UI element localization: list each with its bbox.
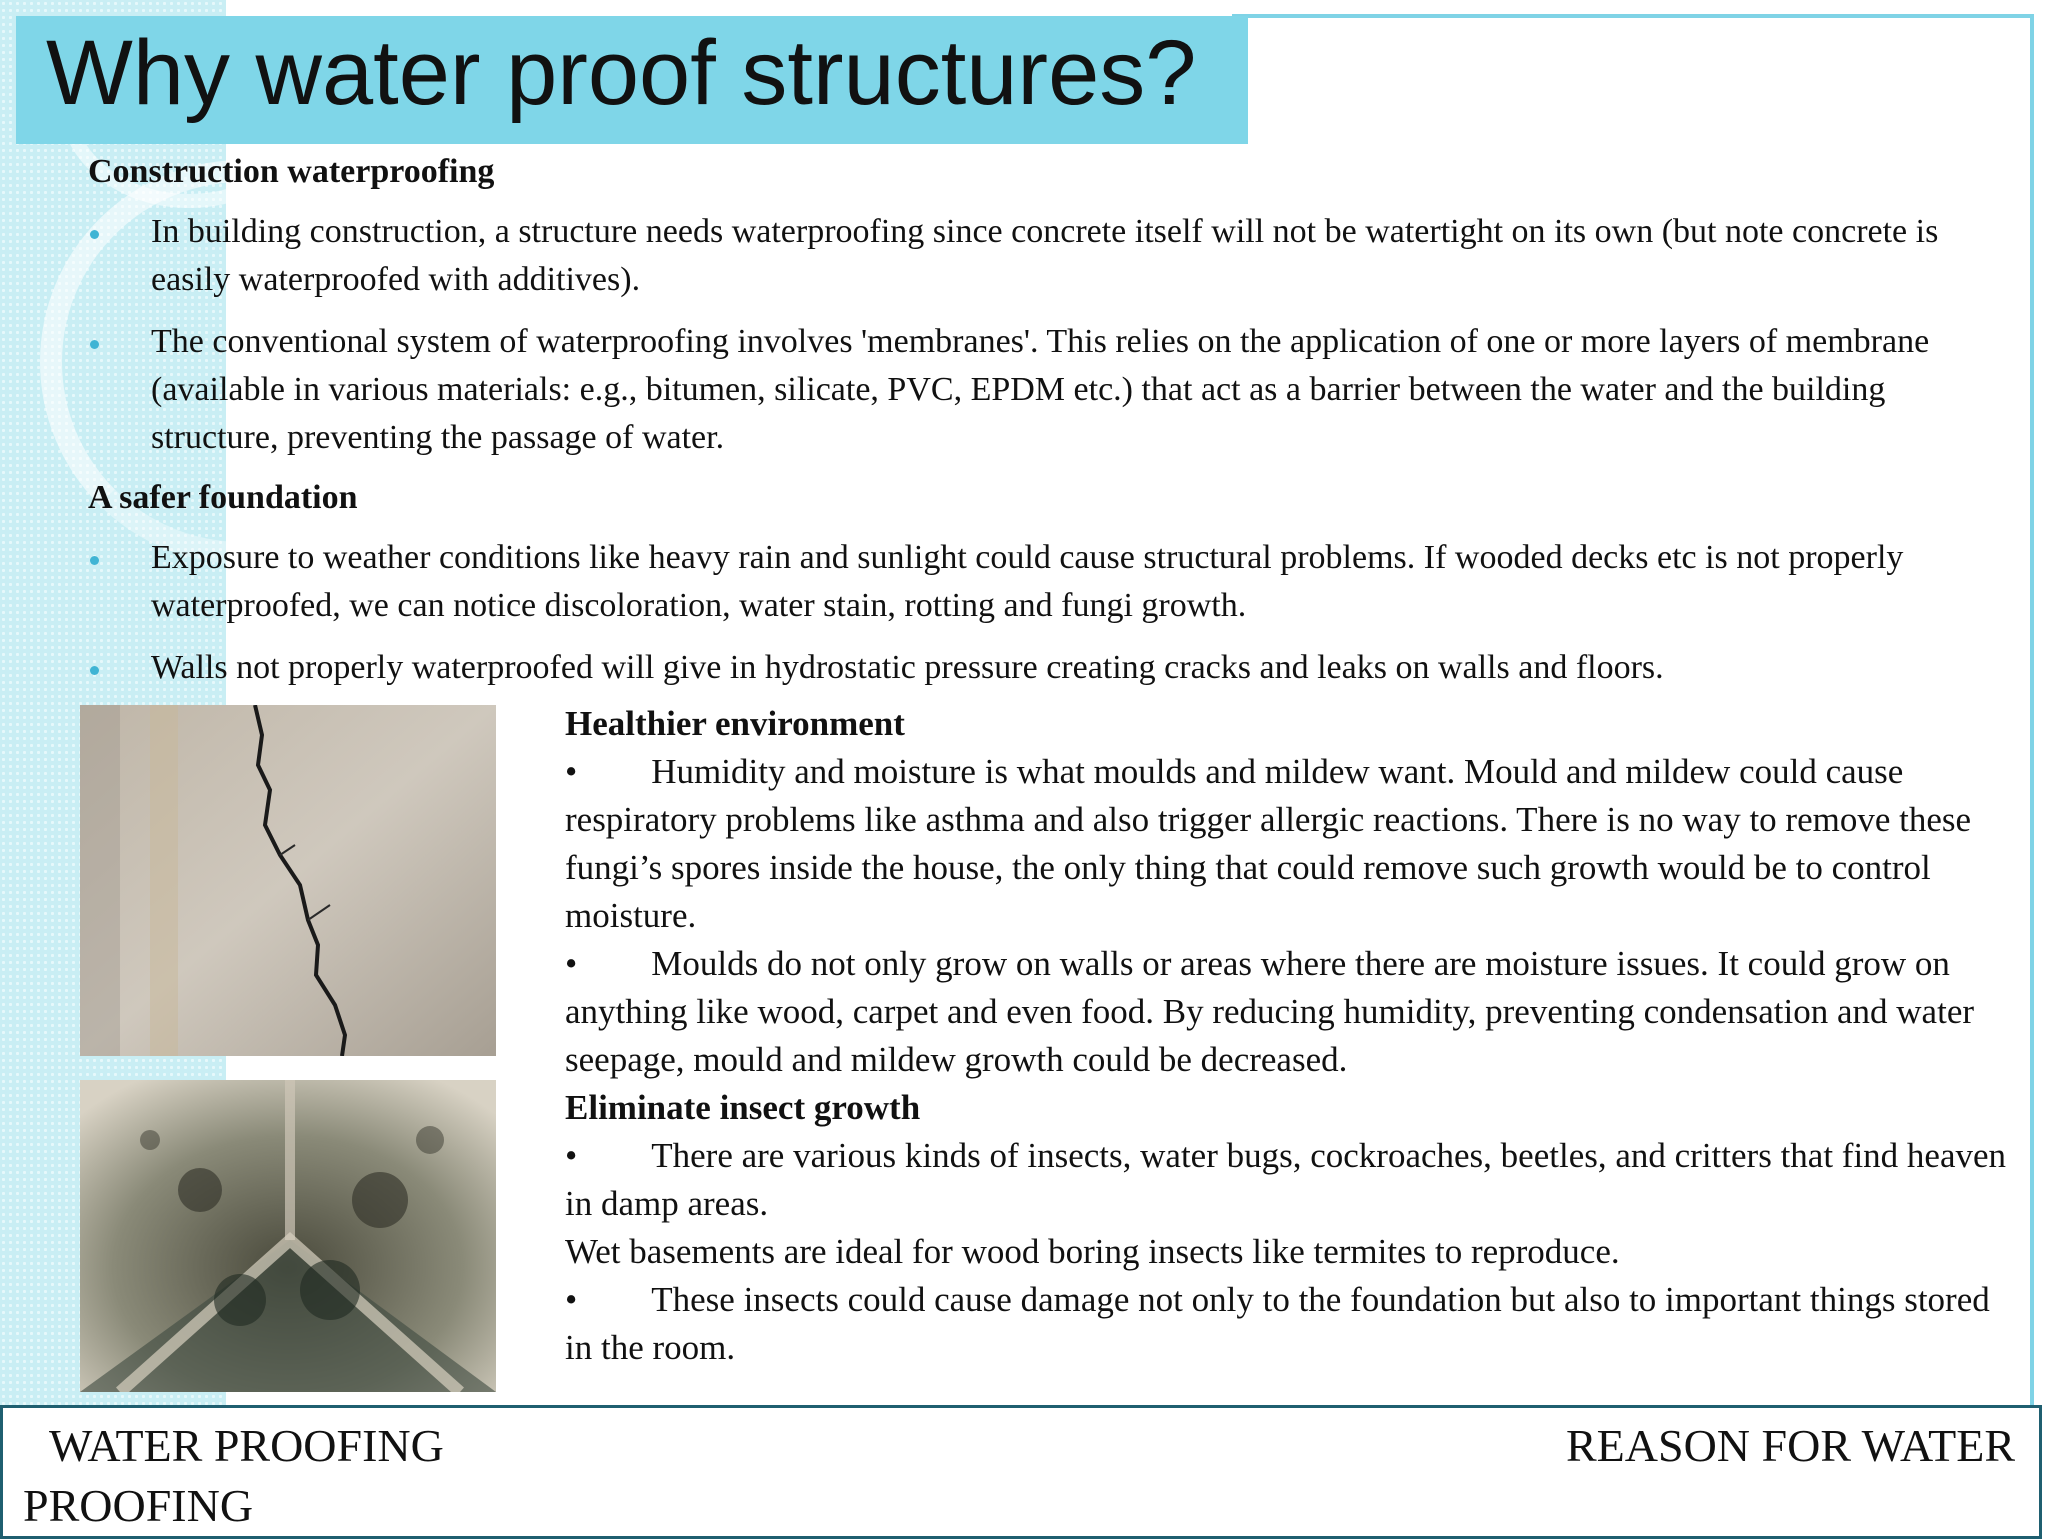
list-item — [88, 644, 1988, 692]
list-item — [565, 1276, 2025, 1372]
list-item — [88, 208, 1988, 304]
list-item — [565, 748, 2025, 940]
bullet-text: Exposure to weather conditions like heavy rain and sunlight could cause structural problems. If wooded decks etc is not properly waterproofed, we can notice discoloration, water stain, rotting and fungi growth. — [151, 539, 1904, 624]
bullet-text: There are various kinds of insects, water bugs, cockroaches, beetles, and critters that find heaven in damp areas. — [565, 1136, 2007, 1223]
paragraph: Wet basements are ideal for wood boring insects like termites to reproduce. — [565, 1232, 1620, 1271]
right-text-block — [565, 700, 2025, 1372]
bullet-icon — [90, 230, 99, 239]
mould-corner-photo — [80, 1080, 496, 1392]
footer-left: WATER PROOFING — [49, 1420, 444, 1471]
footer — [0, 1405, 2042, 1539]
bullet-icon: • — [565, 944, 578, 983]
footer-right: REASON FOR WATER — [1566, 1420, 2015, 1471]
frame-line — [1232, 14, 2032, 18]
bullet-text: These insects could cause damage not only to the foundation but also to important things stored in the room. — [565, 1280, 1990, 1367]
bullet-icon: • — [565, 752, 578, 791]
bullet-text: Humidity and moisture is what moulds and mildew want. Mould and mildew could cause respiratory problems like asthma and also trigger allergic reactions. There is no way to remove these fungi’s spores inside the house, the only thing that could remove such growth would be to control moisture. — [565, 752, 1972, 935]
cracked-wall-photo — [80, 705, 496, 1056]
section-heading: Construction waterproofing — [88, 153, 495, 190]
footer-wrap: PROOFING — [23, 1480, 254, 1531]
bullet-text: In building construction, a structure needs waterproofing since concrete itself will not be watertight on its own (but note concrete is easily waterproofed with additives). — [151, 213, 1939, 298]
bullet-icon: • — [565, 1280, 578, 1319]
list-item — [565, 940, 2025, 1084]
bullet-icon — [90, 556, 99, 565]
bullet-icon: • — [565, 1136, 578, 1175]
bullet-text: The conventional system of waterproofing involves 'membranes'. This relies on the application of one or more layers of membrane (available in various materials: e.g., bitumen, silicate, PVC, EPDM etc.) that act as a barrier between the water and the building structure, preventing the passage of water. — [151, 323, 1930, 456]
bullet-text: Walls not properly waterproofed will give in hydrostatic pressure creating cracks and leaks on walls and floors. — [151, 649, 1664, 686]
main-content — [88, 150, 1988, 706]
list-item — [88, 534, 1988, 630]
bullet-icon — [90, 340, 99, 349]
frame-line — [2030, 14, 2034, 1406]
slide-title: Why water proof structures? — [46, 22, 1197, 124]
section-heading: Healthier environment — [565, 704, 905, 743]
list-item — [565, 1132, 2025, 1228]
section-heading: Eliminate insect growth — [565, 1088, 921, 1127]
section-heading: A safer foundation — [88, 479, 358, 516]
bullet-icon — [90, 666, 99, 675]
list-item — [88, 318, 1988, 462]
bullet-text: Moulds do not only grow on walls or areas where there are moisture issues. It could grow on anything like wood, carpet and even food. By reducing humidity, preventing condensation and water seepage, mould and mildew growth could be decreased. — [565, 944, 1975, 1079]
